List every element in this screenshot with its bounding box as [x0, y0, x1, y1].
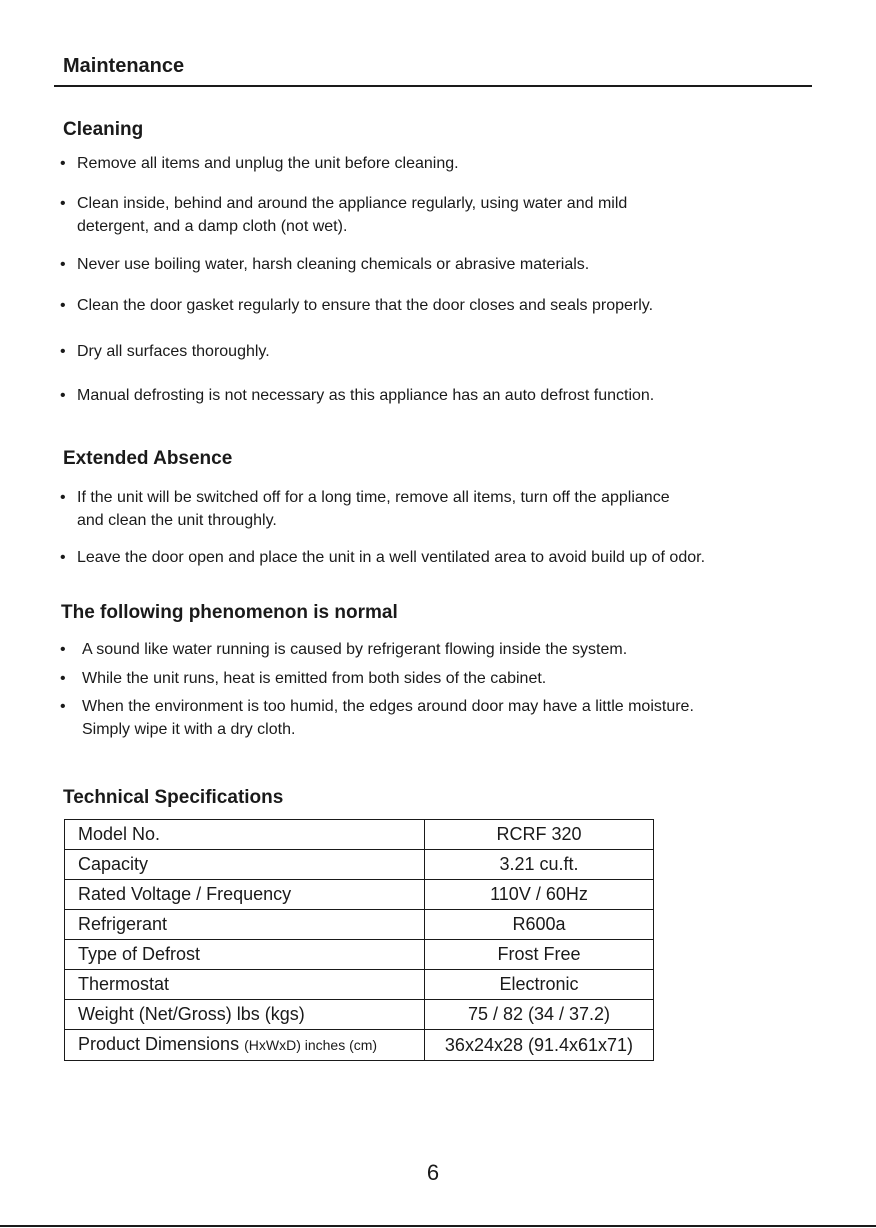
cleaning-item-4 [60, 294, 653, 317]
table-row [65, 850, 654, 880]
bullet-icon: • [60, 698, 66, 715]
phenomenon-item-text: When the environment is too humid, the edges around door may have a little moisture. [82, 698, 694, 715]
phenomenon-item-text-continued: Simply wipe it with a dry cloth. [82, 721, 296, 738]
spec-value: R600a [425, 910, 654, 940]
bottom-divider [0, 1225, 876, 1227]
bullet-icon: • [60, 343, 66, 360]
title-divider [54, 85, 812, 87]
absence-item-text: If the unit will be switched off for a long time, remove all items, turn off the appliance [77, 489, 670, 506]
cleaning-item-1 [60, 152, 459, 175]
bullet-icon: • [60, 256, 66, 273]
phenomenon-item-2 [60, 667, 546, 690]
phenomenon-item-text: A sound like water running is caused by refrigerant flowing inside the system. [82, 641, 628, 658]
bullet-icon: • [60, 670, 66, 687]
absence-item-2 [60, 546, 705, 569]
normal-phenomena-heading: The following phenomenon is normal [61, 602, 398, 623]
bullet-icon: • [60, 387, 66, 404]
spec-label: Weight (Net/Gross) lbs (kgs) [65, 1000, 425, 1030]
bullet-icon: • [60, 195, 66, 212]
specs-table [64, 819, 654, 1061]
bullet-icon: • [60, 489, 66, 506]
absence-item-text-continued: and clean the unit throughly. [77, 512, 277, 529]
spec-label: Capacity [65, 850, 425, 880]
spec-value: 36x24x28 (91.4x61x71) [425, 1030, 654, 1061]
table-row [65, 820, 654, 850]
extended-absence-heading: Extended Absence [63, 448, 233, 469]
spec-label-main: Product Dimensions [78, 1034, 240, 1054]
table-row [65, 880, 654, 910]
cleaning-item-3 [60, 253, 589, 276]
table-row [65, 940, 654, 970]
cleaning-item-text-continued: detergent, and a damp cloth (not wet). [77, 218, 348, 235]
spec-label: Rated Voltage / Frequency [65, 880, 425, 910]
cleaning-item-6 [60, 384, 654, 407]
bullet-icon: • [60, 549, 66, 566]
specs-heading: Technical Specifications [63, 787, 284, 808]
cleaning-item-2 [60, 192, 627, 238]
bullet-icon: • [60, 297, 66, 314]
cleaning-item-text: Clean inside, behind and around the appliance regularly, using water and mild [77, 195, 628, 212]
spec-value: 3.21 cu.ft. [425, 850, 654, 880]
spec-label: Model No. [65, 820, 425, 850]
spec-value: 110V / 60Hz [425, 880, 654, 910]
bullet-icon: • [60, 641, 66, 658]
page-title: Maintenance [63, 55, 185, 77]
table-row [65, 910, 654, 940]
spec-value: RCRF 320 [425, 820, 654, 850]
absence-item-1 [60, 486, 670, 532]
cleaning-item-text: Remove all items and unplug the unit before cleaning. [77, 155, 459, 172]
bullet-icon: • [60, 155, 66, 172]
spec-label: Thermostat [65, 970, 425, 1000]
cleaning-item-text: Manual defrosting is not necessary as this appliance has an auto defrost function. [77, 387, 655, 404]
phenomenon-item-text: While the unit runs, heat is emitted from both sides of the cabinet. [82, 670, 547, 687]
spec-value: Frost Free [425, 940, 654, 970]
table-row [65, 1000, 654, 1030]
spec-value: Electronic [425, 970, 654, 1000]
cleaning-heading: Cleaning [63, 119, 144, 140]
spec-label: Type of Defrost [65, 940, 425, 970]
cleaning-item-5 [60, 340, 270, 363]
table-row [65, 1030, 654, 1061]
cleaning-item-text: Clean the door gasket regularly to ensure that the door closes and seals properly. [77, 297, 654, 314]
phenomenon-item-1 [60, 638, 627, 661]
absence-item-text: Leave the door open and place the unit in a well ventilated area to avoid build up of odor. [77, 549, 706, 566]
phenomenon-item-3 [60, 695, 694, 741]
spec-value: 75 / 82 (34 / 37.2) [425, 1000, 654, 1030]
spec-label: Refrigerant [65, 910, 425, 940]
cleaning-item-text: Dry all surfaces thoroughly. [77, 343, 270, 360]
table-row [65, 970, 654, 1000]
page-number: 6 [426, 1160, 440, 1185]
spec-label [65, 1030, 425, 1061]
cleaning-item-text: Never use boiling water, harsh cleaning chemicals or abrasive materials. [77, 256, 590, 273]
spec-label-note: (HxWxD) inches (cm) [244, 1037, 378, 1053]
